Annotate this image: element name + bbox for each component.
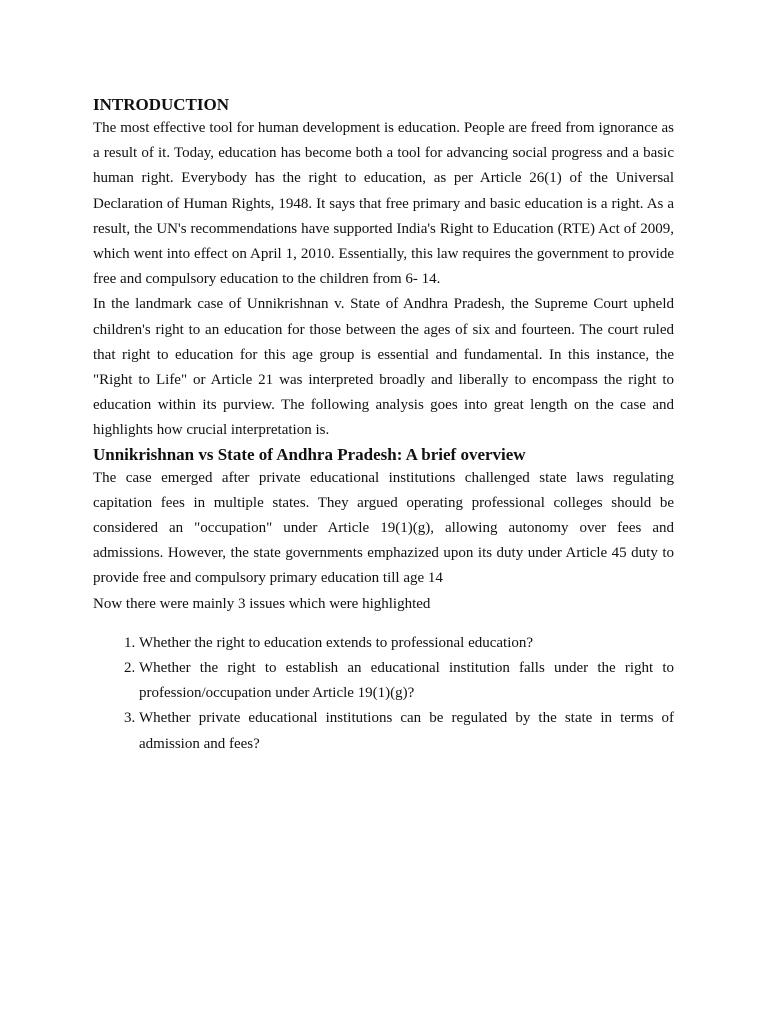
introduction-paragraph-1: The most effective tool for human development is education. People are freed from ignorance as a result of it. Today, education has become both a tool for advancing social progress and a basic human right. Everybody has the right to education, as per Article 26(1) of the Universal Declaration of Human Rights, 1948. It says that free primary and basic education is a right. As a result, the UN's recommendations have supported India's Right to Education (RTE) Act of 2009, which went into effect on April 1, 2010. Essentially, this law requires the government to provide free and compulsory education to the children from 6- 14. <box>93 120 674 288</box>
overview-heading: Unnikrishnan vs State of Andhra Pradesh: A brief overview <box>93 444 526 464</box>
document-page <box>93 94 674 757</box>
overview-paragraph-2: Now there were mainly 3 issues which were highlighted <box>93 595 431 612</box>
introduction-paragraph-2: In the landmark case of Unnikrishnan v. State of Andhra Pradesh, the Supreme Court upheld children's right to an education for those between the ages of six and fourteen. The court ruled that right to education for this age group is essential and fundamental. In this instance, the "Right to Life" or Article 21 was interpreted broadly and liberally to encompass the right to education within its purview. The following analysis goes into great length on the case and highlights how crucial interpretation is. <box>93 296 674 439</box>
issue-item-3: 3. Whether private educational institutions can be regulated by the state in terms of admission and fees? <box>139 706 674 756</box>
issues-list <box>93 631 674 757</box>
issue-item-2: 2. Whether the right to establish an educational institution falls under the right to profession/occupation under Article 19(1)(g)? <box>139 656 674 706</box>
introduction-heading: INTRODUCTION <box>93 95 230 114</box>
issue-item-1: 1. Whether the right to education extends to professional education? <box>139 631 674 656</box>
overview-paragraph-1: The case emerged after private educational institutions challenged state laws regulating capitation fees in multiple states. They argued operating professional colleges should be considered an "occupation" under Article 19(1)(g), allowing autonomy over fees and admissions. However, the state governments emphazized upon its duty under Article 45 duty to provide free and compulsory primary education till age 14 <box>93 469 674 587</box>
